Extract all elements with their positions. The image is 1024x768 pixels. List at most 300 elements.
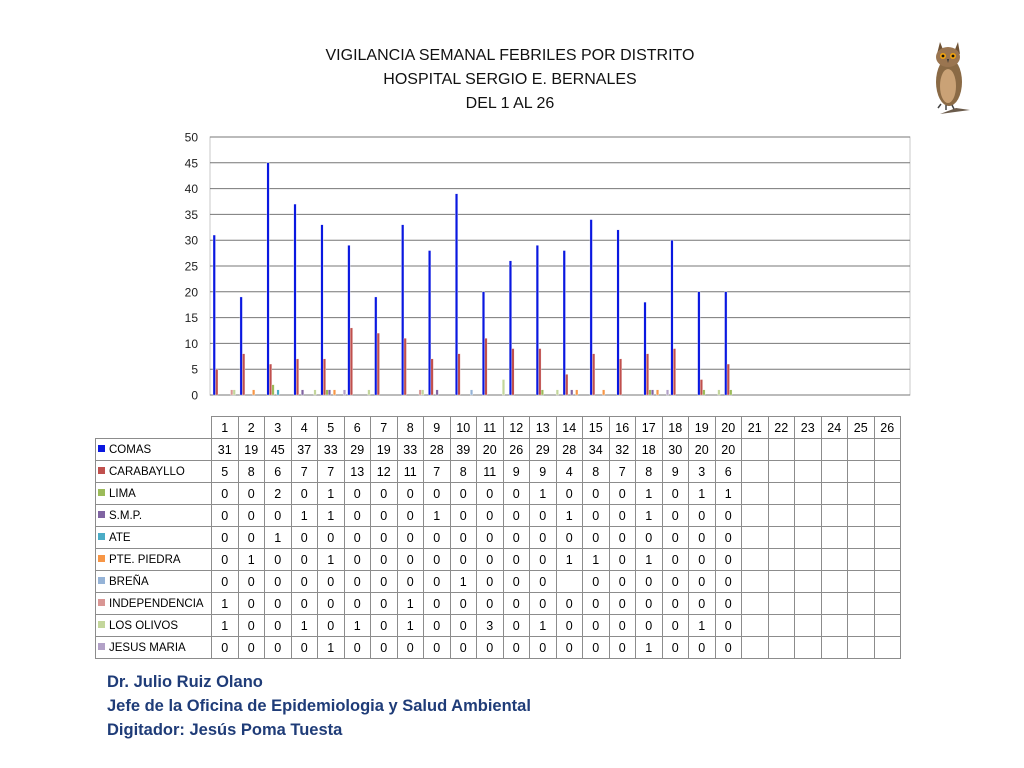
table-row (96, 637, 901, 659)
data-label: 0 (609, 505, 636, 527)
data-label: 0 (450, 593, 477, 615)
footer-typist: Digitador: Jesús Poma Tuesta (107, 721, 343, 739)
bar-pte-piedra-17 (656, 390, 659, 395)
data-label (795, 527, 822, 549)
bar-lima-20 (730, 390, 733, 395)
data-label: 8 (238, 461, 265, 483)
data-label: 8 (450, 461, 477, 483)
data-label: 8 (636, 461, 663, 483)
data-label: 0 (689, 593, 716, 615)
bar-pte-piedra-14 (576, 390, 579, 395)
data-label: 0 (662, 483, 689, 505)
data-label: 1 (689, 483, 716, 505)
data-label (874, 461, 901, 483)
data-label: 0 (450, 483, 477, 505)
y-tick-label: 15 (184, 311, 198, 326)
data-label: 1 (344, 615, 371, 637)
data-label (768, 439, 795, 461)
data-label (821, 571, 848, 593)
data-label (795, 615, 822, 637)
data-label: 34 (583, 439, 610, 461)
y-tick-label: 0 (191, 388, 198, 403)
data-label (848, 461, 875, 483)
data-label: 0 (371, 593, 398, 615)
category-label: 13 (530, 417, 557, 439)
data-label: 0 (715, 615, 742, 637)
bar-los-olivos-1 (233, 390, 236, 395)
data-label: 0 (397, 571, 424, 593)
data-label: 0 (371, 527, 398, 549)
data-label: 0 (715, 571, 742, 593)
data-label: 0 (662, 637, 689, 659)
data-label: 0 (291, 593, 318, 615)
bar-carabayllo-7 (377, 333, 380, 395)
table-row (96, 571, 901, 593)
bar-jesus-maria-17 (666, 390, 669, 395)
bar-comas-16 (617, 230, 620, 395)
data-label: 6 (715, 461, 742, 483)
bar-los-olivos-4 (314, 390, 317, 395)
bar-los-olivos-6 (368, 390, 371, 395)
data-label: 0 (238, 483, 265, 505)
data-label (768, 593, 795, 615)
category-label: 17 (636, 417, 663, 439)
table-row (96, 461, 901, 483)
category-label: 11 (477, 417, 504, 439)
data-label: 0 (583, 637, 610, 659)
data-label: 0 (344, 505, 371, 527)
legend-swatch (98, 555, 105, 562)
category-label: 9 (424, 417, 451, 439)
data-label: 0 (265, 637, 292, 659)
data-label: 29 (530, 439, 557, 461)
data-label: 0 (609, 483, 636, 505)
category-label: 8 (397, 417, 424, 439)
bar-s-m-p--4 (301, 390, 304, 395)
data-label: 1 (583, 549, 610, 571)
data-label: 0 (715, 549, 742, 571)
legend-label: LIMA (109, 487, 136, 500)
data-label: 0 (397, 637, 424, 659)
bar-carabayllo-15 (592, 354, 595, 395)
data-label (848, 527, 875, 549)
data-label: 0 (424, 593, 451, 615)
data-label (821, 637, 848, 659)
data-label: 0 (477, 505, 504, 527)
data-label: 30 (662, 439, 689, 461)
data-label (848, 439, 875, 461)
data-label (821, 549, 848, 571)
data-label: 0 (344, 637, 371, 659)
bar-carabayllo-6 (350, 328, 353, 395)
data-label (795, 439, 822, 461)
data-label (768, 505, 795, 527)
data-label: 1 (689, 615, 716, 637)
data-label: 7 (609, 461, 636, 483)
data-label: 9 (662, 461, 689, 483)
bar-pte-piedra-2 (252, 390, 255, 395)
data-label (742, 461, 769, 483)
data-label (795, 571, 822, 593)
data-label: 1 (530, 483, 557, 505)
data-label: 0 (265, 593, 292, 615)
data-label: 5 (212, 461, 239, 483)
data-label: 33 (397, 439, 424, 461)
data-label: 0 (424, 571, 451, 593)
data-label: 0 (583, 527, 610, 549)
data-label: 0 (424, 637, 451, 659)
data-label: 37 (291, 439, 318, 461)
y-tick-label: 45 (184, 156, 198, 171)
bar-s-m-p--5 (328, 390, 331, 395)
bar-ate-3 (277, 390, 280, 395)
data-label: 0 (450, 527, 477, 549)
data-label: 0 (636, 527, 663, 549)
bar-comas-17 (644, 302, 647, 395)
legend-swatch (98, 533, 105, 540)
data-label: 1 (556, 505, 583, 527)
legend-label: BREÑA (109, 575, 149, 588)
bar-lima-13 (541, 390, 544, 395)
data-label: 0 (397, 549, 424, 571)
data-label: 0 (503, 615, 530, 637)
data-label: 0 (291, 571, 318, 593)
data-label: 1 (318, 637, 345, 659)
data-label: 39 (450, 439, 477, 461)
table-row (96, 593, 901, 615)
data-label: 0 (662, 615, 689, 637)
bar-carabayllo-10 (458, 354, 461, 395)
data-label: 0 (583, 505, 610, 527)
data-label: 19 (238, 439, 265, 461)
data-label (768, 615, 795, 637)
bar-jesus-maria-5 (343, 390, 346, 395)
table-corner (96, 417, 212, 439)
data-label: 0 (212, 505, 239, 527)
data-label: 0 (371, 637, 398, 659)
data-label: 0 (556, 615, 583, 637)
data-label: 0 (371, 571, 398, 593)
data-label (848, 571, 875, 593)
legend-label: LOS OLIVOS (109, 619, 179, 632)
data-label: 19 (371, 439, 398, 461)
data-label: 45 (265, 439, 292, 461)
bar-independencia-8 (419, 390, 422, 395)
bar-carabayllo-3 (269, 364, 272, 395)
bar-comas-7 (375, 297, 378, 395)
data-label: 0 (609, 615, 636, 637)
data-label: 0 (291, 549, 318, 571)
table-row (96, 483, 901, 505)
data-label: 0 (318, 527, 345, 549)
data-label: 28 (424, 439, 451, 461)
category-label: 22 (768, 417, 795, 439)
bar-carabayllo-12 (512, 349, 514, 395)
legend-label: INDEPENDENCIA (109, 597, 204, 610)
data-label: 0 (477, 593, 504, 615)
data-label (874, 483, 901, 505)
data-label: 1 (636, 483, 663, 505)
data-label: 0 (689, 527, 716, 549)
data-label: 13 (344, 461, 371, 483)
data-label: 0 (609, 571, 636, 593)
data-label: 3 (689, 461, 716, 483)
bar-carabayllo-14 (566, 374, 569, 395)
bar-s-m-p--9 (436, 390, 439, 395)
bar-carabayllo-20 (727, 364, 730, 395)
data-label: 1 (556, 549, 583, 571)
data-label: 0 (636, 571, 663, 593)
category-label: 2 (238, 417, 265, 439)
legend-entry (96, 439, 212, 461)
y-tick-label: 5 (191, 362, 198, 377)
bar-carabayllo-4 (296, 359, 299, 395)
data-label: 1 (397, 615, 424, 637)
data-label: 2 (265, 483, 292, 505)
data-label (821, 483, 848, 505)
data-label: 7 (318, 461, 345, 483)
data-label: 0 (503, 637, 530, 659)
data-label (848, 549, 875, 571)
data-label (874, 527, 901, 549)
data-label (821, 439, 848, 461)
category-label: 10 (450, 417, 477, 439)
legend-entry (96, 483, 212, 505)
gridlines (210, 137, 910, 395)
data-label: 0 (477, 637, 504, 659)
data-label: 0 (265, 615, 292, 637)
data-label: 0 (291, 483, 318, 505)
data-label: 0 (318, 615, 345, 637)
data-label: 0 (530, 505, 557, 527)
legend-swatch (98, 621, 105, 628)
data-label: 0 (530, 637, 557, 659)
data-label: 0 (503, 527, 530, 549)
bar-comas-20 (725, 292, 728, 395)
category-label: 18 (662, 417, 689, 439)
bar-comas-6 (348, 245, 351, 395)
data-label: 0 (450, 549, 477, 571)
data-label: 20 (689, 439, 716, 461)
category-label: 15 (583, 417, 610, 439)
data-label (874, 637, 901, 659)
data-label: 0 (715, 637, 742, 659)
data-label: 0 (583, 571, 610, 593)
data-label: 0 (238, 571, 265, 593)
legend-swatch (98, 643, 105, 650)
data-label: 0 (530, 549, 557, 571)
category-label: 7 (371, 417, 398, 439)
data-label: 0 (689, 549, 716, 571)
data-label: 0 (371, 615, 398, 637)
legend-label: JESUS MARIA (109, 641, 186, 654)
bar-comas-4 (294, 204, 297, 395)
data-label: 0 (689, 637, 716, 659)
data-label: 0 (344, 527, 371, 549)
data-label (742, 593, 769, 615)
data-label: 4 (556, 461, 583, 483)
bar-los-olivos-13 (556, 390, 559, 395)
data-label: 0 (689, 505, 716, 527)
category-label: 14 (556, 417, 583, 439)
data-label: 0 (530, 527, 557, 549)
legend-swatch (98, 577, 105, 584)
data-label (768, 549, 795, 571)
data-label: 0 (318, 571, 345, 593)
data-label: 0 (450, 505, 477, 527)
data-label (742, 637, 769, 659)
data-label: 0 (238, 593, 265, 615)
data-label (768, 571, 795, 593)
bar-los-olivos-8 (421, 390, 424, 395)
data-label: 0 (662, 593, 689, 615)
data-label (795, 461, 822, 483)
data-label (795, 505, 822, 527)
data-label (874, 571, 901, 593)
data-label: 0 (583, 615, 610, 637)
data-label: 0 (556, 637, 583, 659)
bar-lima-19 (703, 390, 706, 395)
category-label: 5 (318, 417, 345, 439)
data-label: 9 (503, 461, 530, 483)
legend-label: CARABAYLLO (109, 465, 185, 478)
bar-comas-15 (590, 220, 593, 395)
data-label: 0 (503, 549, 530, 571)
data-label: 0 (371, 483, 398, 505)
bar-carabayllo-11 (485, 338, 488, 395)
data-label: 0 (344, 483, 371, 505)
bars (213, 163, 732, 395)
legend-entry (96, 637, 212, 659)
data-label: 1 (318, 505, 345, 527)
legend-entry (96, 571, 212, 593)
data-label: 20 (715, 439, 742, 461)
data-label (848, 593, 875, 615)
legend-entry (96, 593, 212, 615)
table-row (96, 615, 901, 637)
data-label: 29 (344, 439, 371, 461)
data-label: 0 (503, 483, 530, 505)
data-label: 18 (636, 439, 663, 461)
bar-pte-piedra-15 (602, 390, 605, 395)
y-axis-ticks (185, 131, 199, 403)
data-label: 0 (212, 637, 239, 659)
data-label: 0 (662, 527, 689, 549)
bar-carabayllo-5 (323, 359, 326, 395)
table-row (96, 527, 901, 549)
data-label: 0 (291, 637, 318, 659)
legend-swatch (98, 511, 105, 518)
bar-s-m-p--14 (571, 390, 574, 395)
category-label: 12 (503, 417, 530, 439)
data-label: 0 (662, 571, 689, 593)
data-label: 8 (583, 461, 610, 483)
data-label: 0 (265, 505, 292, 527)
category-label: 26 (874, 417, 901, 439)
bar-carabayllo-13 (539, 349, 542, 395)
data-label: 32 (609, 439, 636, 461)
y-tick-label: 50 (184, 130, 198, 145)
data-label: 1 (291, 505, 318, 527)
data-label: 0 (344, 571, 371, 593)
data-label: 11 (477, 461, 504, 483)
category-label: 21 (742, 417, 769, 439)
data-label: 0 (556, 527, 583, 549)
legend-entry (96, 615, 212, 637)
data-label: 0 (318, 593, 345, 615)
bar-comas-12 (509, 261, 512, 395)
data-label: 0 (371, 505, 398, 527)
data-label: 0 (530, 571, 557, 593)
data-label: 1 (238, 549, 265, 571)
data-label: 0 (662, 505, 689, 527)
data-label: 28 (556, 439, 583, 461)
data-label (848, 637, 875, 659)
data-label: 1 (636, 505, 663, 527)
bar-los-olivos-11 (502, 380, 505, 395)
data-label (795, 637, 822, 659)
bar-breña-10 (470, 390, 473, 395)
y-tick-label: 10 (184, 336, 198, 351)
table-header-row (96, 417, 901, 439)
data-label: 1 (636, 549, 663, 571)
y-tick-label: 30 (184, 233, 198, 248)
y-tick-label: 25 (184, 259, 198, 274)
data-label (742, 615, 769, 637)
data-label: 1 (397, 593, 424, 615)
title-line-1: VIGILANCIA SEMANAL FEBRILES POR DISTRITO (325, 47, 695, 64)
bar-comas-10 (455, 194, 458, 395)
data-label: 0 (689, 571, 716, 593)
title-line-2: HOSPITAL SERGIO E. BERNALES (383, 71, 637, 88)
data-label: 0 (477, 549, 504, 571)
data-label: 0 (715, 593, 742, 615)
legend-label: S.M.P. (109, 509, 143, 522)
bar-comas-11 (482, 292, 485, 395)
data-label: 0 (265, 571, 292, 593)
data-label: 0 (424, 527, 451, 549)
category-label: 24 (821, 417, 848, 439)
bar-comas-18 (671, 240, 674, 395)
category-label: 25 (848, 417, 875, 439)
chart-data-table (95, 416, 901, 659)
bar-comas-13 (536, 245, 539, 395)
data-label (821, 527, 848, 549)
bar-carabayllo-19 (700, 380, 703, 395)
bar-carabayllo-2 (242, 354, 245, 395)
table-row (96, 439, 901, 461)
data-label: 0 (424, 549, 451, 571)
footer-position: Jefe de la Oficina de Epidemiologia y Salud Ambiental (107, 697, 531, 715)
data-label: 0 (238, 615, 265, 637)
data-label (821, 593, 848, 615)
category-label: 6 (344, 417, 371, 439)
data-label (742, 505, 769, 527)
category-label: 19 (689, 417, 716, 439)
data-label: 0 (344, 549, 371, 571)
data-label (874, 593, 901, 615)
bar-comas-9 (428, 251, 431, 395)
data-label: 1 (715, 483, 742, 505)
data-label: 0 (238, 505, 265, 527)
bar-lima-3 (272, 385, 275, 395)
data-label (795, 593, 822, 615)
y-tick-label: 35 (184, 207, 198, 222)
data-label: 0 (556, 593, 583, 615)
data-label (821, 615, 848, 637)
table-row (96, 549, 901, 571)
data-label (556, 571, 583, 593)
